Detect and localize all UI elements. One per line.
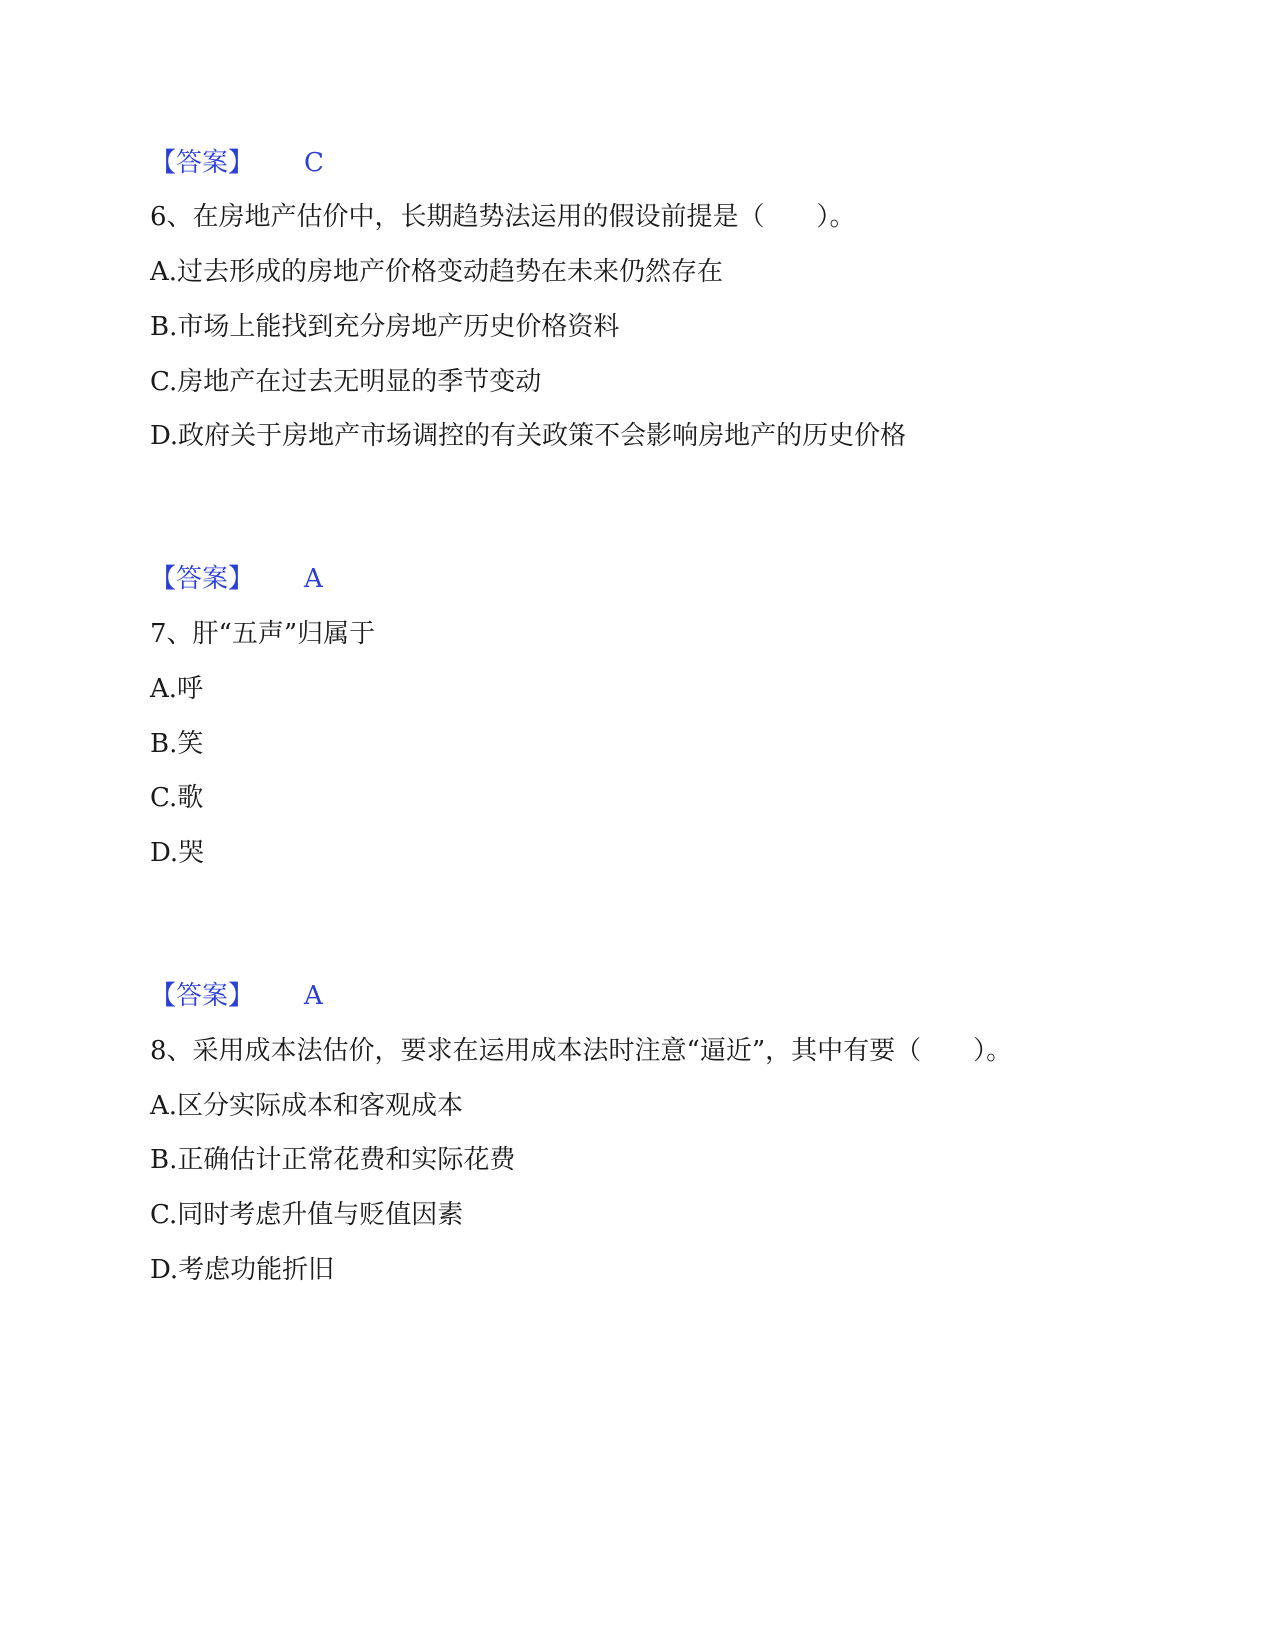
question-stem: 8、采用成本法估价，要求在运用成本法时注意“逼近”，其中有要（ ）。 [150, 1036, 1013, 1066]
answer-value: A [304, 564, 323, 594]
answer-line [150, 146, 324, 180]
question-stem: 7、肝“五声”归属于 [150, 619, 376, 649]
option-a: A.过去形成的房地产价格变动趋势在未来仍然存在 [150, 257, 724, 287]
option-d: D.哭 [150, 838, 205, 868]
answer-label: 【答案】 [150, 564, 255, 594]
answer-label: 【答案】 [150, 981, 255, 1011]
answer-value: C [304, 148, 324, 178]
option-c: C.同时考虑升值与贬值因素 [150, 1200, 464, 1230]
answer-line [150, 562, 323, 596]
option-d: D.考虑功能折旧 [150, 1255, 335, 1285]
option-a: A.区分实际成本和客观成本 [150, 1091, 464, 1121]
option-c: C.歌 [150, 783, 204, 813]
question-stem: 6、在房地产估价中，长期趋势法运用的假设前提是（ ）。 [150, 202, 856, 232]
option-b: B.笑 [150, 729, 204, 759]
option-b: B.正确估计正常花费和实际花费 [150, 1145, 516, 1175]
answer-value: A [304, 981, 323, 1011]
option-c: C.房地产在过去无明显的季节变动 [150, 367, 542, 397]
option-d: D.政府关于房地产市场调控的有关政策不会影响房地产的历史价格 [150, 421, 907, 451]
answer-label: 【答案】 [150, 148, 255, 178]
option-b: B.市场上能找到充分房地产历史价格资料 [150, 312, 620, 342]
option-a: A.呼 [150, 674, 204, 704]
answer-line [150, 979, 323, 1013]
